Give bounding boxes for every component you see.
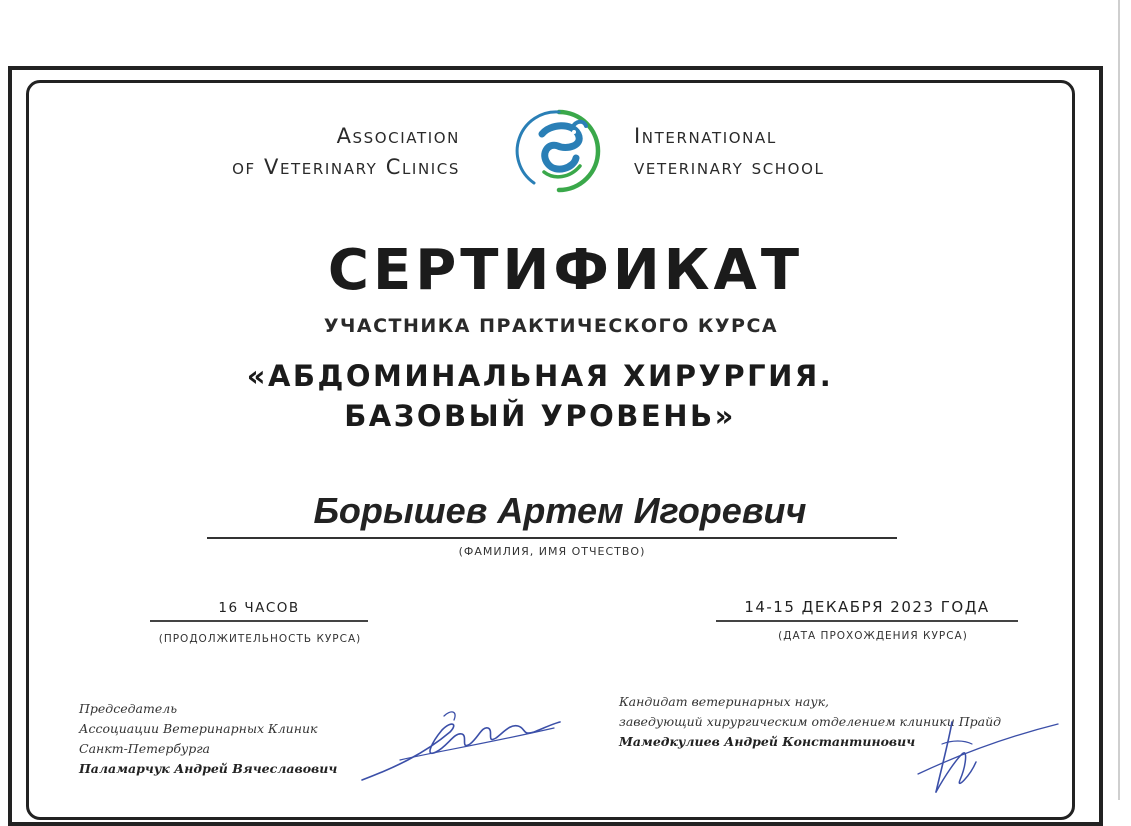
scan-edge-line xyxy=(1118,0,1120,800)
course-duration-value: 16 ЧАСОВ xyxy=(218,600,300,616)
course-date-underline xyxy=(716,620,1018,622)
course-title-line1: «АБДОМИНАЛЬНАЯ ХИРУРГИЯ. xyxy=(246,359,834,393)
school-name-line2: veterinary school xyxy=(634,155,825,179)
course-title xyxy=(0,356,1080,436)
course-date-caption: (ДАТА ПРОХОЖДЕНИЯ КУРСА) xyxy=(778,630,968,642)
left-handwritten-signature xyxy=(354,702,564,788)
right-signatory-name: Мамедкулиев Андрей Константинович xyxy=(619,734,916,749)
course-duration-caption: (ПРОДОЛЖИТЕЛЬНОСТЬ КУРСА) xyxy=(158,633,362,645)
right-signatory-title-line2: заведующий хирургическим отделением клиники Прайд xyxy=(619,714,1002,729)
left-signatory xyxy=(79,699,337,779)
certificate-title: СЕРТИФИКАТ xyxy=(327,238,804,303)
left-signatory-title-line1: Председатель xyxy=(79,701,178,716)
left-signatory-title-line2: Ассоциации Ветеринарных Клиник xyxy=(79,721,318,736)
participant-name-caption: (ФАМИЛИЯ, ИМЯ ОТЧЕСТВО) xyxy=(458,545,646,558)
course-date-value: 14-15 ДЕКАБРЯ 2023 ГОДА xyxy=(744,598,990,616)
left-signatory-name: Паламарчук Андрей Вячеславович xyxy=(79,761,338,776)
right-signatory-title-line1: Кандидат ветеринарных наук, xyxy=(619,694,830,709)
school-name xyxy=(634,121,824,183)
certificate-subtitle: УЧАСТНИКА ПРАКТИЧЕСКОГО КУРСА xyxy=(323,315,779,337)
course-duration-underline xyxy=(150,620,368,622)
left-signatory-title-line3: Санкт-Петербурга xyxy=(79,741,210,756)
school-name-line1: International xyxy=(634,124,777,148)
association-name xyxy=(232,121,460,183)
veterinary-logo-icon xyxy=(514,106,604,196)
participant-name: Борышев Артем Игоревич xyxy=(313,490,807,531)
participant-name-underline xyxy=(207,537,897,539)
association-name-line1: Association xyxy=(336,124,460,148)
association-name-line2: of Veterinary Clinics xyxy=(232,155,460,179)
right-handwritten-signature xyxy=(912,714,1062,798)
course-title-line2: БАЗОВЫЙ УРОВЕНЬ» xyxy=(344,399,736,433)
